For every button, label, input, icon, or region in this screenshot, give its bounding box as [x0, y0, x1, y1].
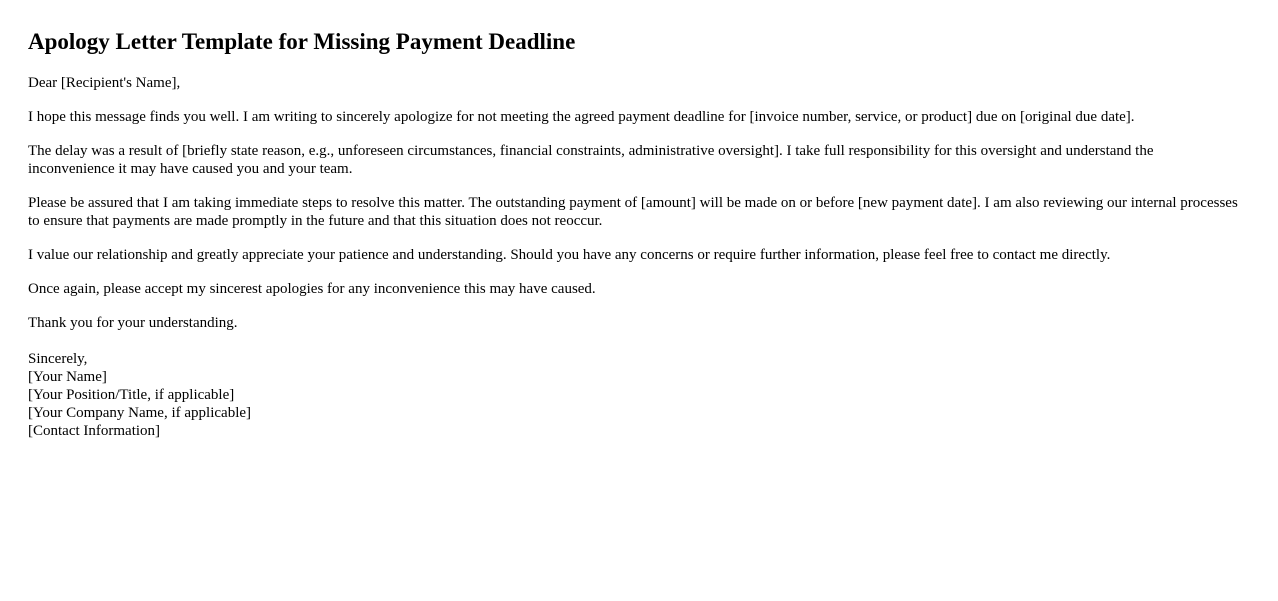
salutation: Dear [Recipient's Name], — [28, 75, 181, 91]
paragraph-apology: Once again, please accept my sincerest apologies for any inconvenience this may have caused. — [28, 281, 596, 297]
signature-closing: Sincerely, — [28, 351, 88, 367]
paragraph-relationship: I value our relationship and greatly appreciate your patience and understanding. Should you have any concerns or require further information, please feel free to contact me directly. — [28, 247, 1111, 263]
page-title: Apology Letter Template for Missing Payment Deadline — [28, 29, 576, 54]
paragraph-thanks: Thank you for your understanding. — [28, 315, 238, 331]
signature-position: [Your Position/Title, if applicable] — [28, 387, 235, 403]
signature-name: [Your Name] — [28, 369, 107, 385]
signature-company: [Your Company Name, if applicable] — [28, 405, 252, 421]
paragraph-resolution: Please be assured that I am taking immediate steps to resolve this matter. The outstanding payment of [amount] will be made on or before [new payment date]. I am also reviewing our internal processes to ensure that payments are made promptly in the future and that this situation does not reoccur. — [28, 195, 1238, 229]
paragraph-intro: I hope this message finds you well. I am writing to sincerely apologize for not meeting the agreed payment deadline for [invoice number, service, or product] due on [original due date]. — [28, 109, 1135, 125]
paragraph-reason: The delay was a result of [briefly state reason, e.g., unforeseen circumstances, financial constraints, administrative oversight]. I take full responsibility for this oversight and understand the inconvenience it may have caused you and your team. — [28, 143, 1154, 177]
signature-contact: [Contact Information] — [28, 423, 161, 439]
letter — [28, 0, 1240, 440]
signature-block — [28, 350, 1240, 440]
